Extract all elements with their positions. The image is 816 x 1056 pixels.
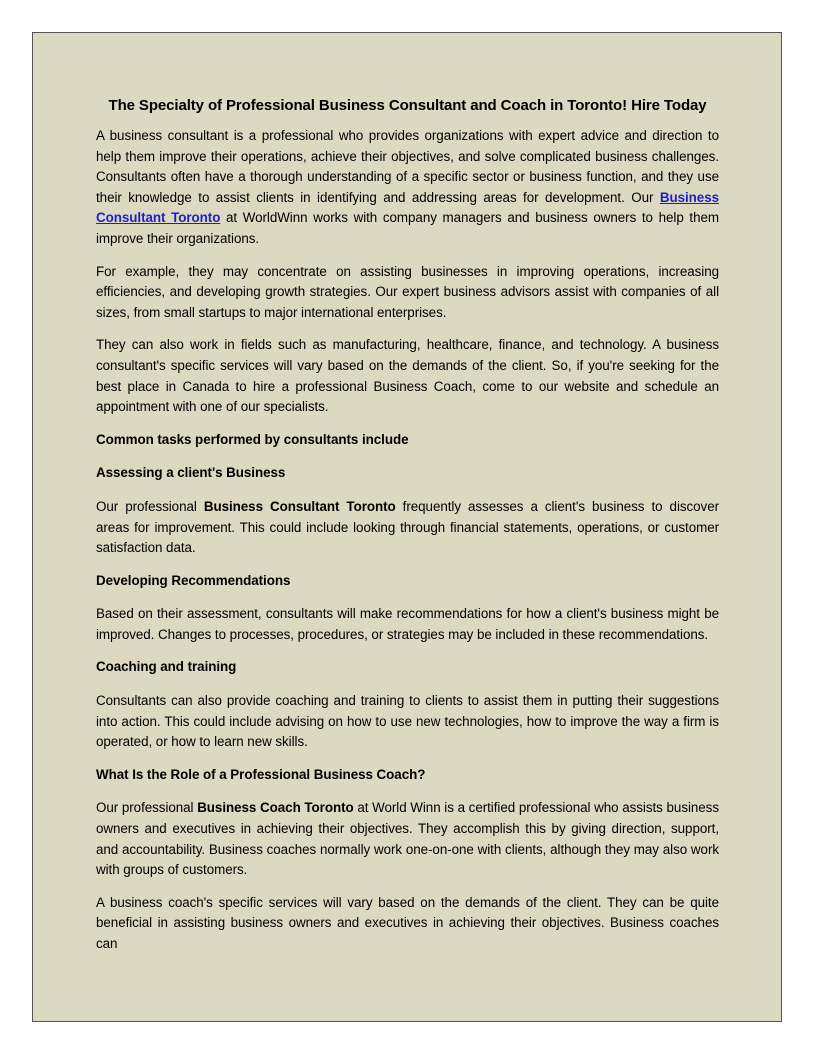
paragraph-text: Our professional [96, 800, 198, 816]
heading-developing: Developing Recommendations [96, 572, 291, 588]
page-title: The Specialty of Professional Business Consultant and Coach in Toronto! Hire Today [108, 97, 707, 114]
paragraph-intro [96, 126, 719, 250]
paragraph-example: For example, they may concentrate on assisting businesses in improving operations, increasing efficiencies, and developing growth strategies. Our expert business advisors assist with companies of all sizes, from small startups to major international enterprises. [96, 263, 719, 320]
paragraph-fields: They can also work in fields such as manufacturing, healthcare, finance, and technology. A business consultant's specific services will vary based on the demands of the client. So, if you're seeking for the best place in Canada to hire a professional Business Coach, come to our website and schedule an appointment with one of our specialists. [96, 337, 719, 415]
document-content [96, 97, 719, 967]
bold-term: Business Consultant Toronto [203, 498, 396, 514]
paragraph-role [96, 798, 719, 880]
bold-term: Business Coach Toronto [197, 800, 354, 816]
document-page [32, 32, 782, 1022]
heading-assessing: Assessing a client's Business [96, 465, 286, 481]
paragraph-assessing [96, 497, 719, 559]
paragraph-text: frequently assesses a client's business to discover areas for improvement. This could include looking through financial statements, operations, or customer satisfaction data. [96, 498, 720, 556]
paragraph-text: Our professional [96, 498, 204, 514]
business-consultant-toronto-link[interactable]: Business Consultant Toronto [96, 189, 719, 226]
paragraph-text: at World Winn is a certified professional who assists business owners and executives in achieving their objectives. They accomplish this by giving direction, support, and accountability. Business coaches normally work one-on-one with clients, although they may also work with groups of customers. [96, 800, 719, 878]
heading-coaching: Coaching and training [96, 659, 237, 675]
heading-common-tasks: Common tasks performed by consultants include [96, 431, 409, 447]
paragraph-text: at WorldWinn works with company managers and business owners to help them improve their organizations. [96, 210, 719, 246]
paragraph-coach-services: A business coach's specific services will vary based on the demands of the client. They can be quite beneficial in assisting business owners and executives in achieving their objectives. Business coaches can [96, 894, 719, 951]
paragraph-developing: Based on their assessment, consultants will make recommendations for how a client's business might be improved. Changes to processes, procedures, or strategies may be included in these recommendations. [96, 606, 719, 642]
paragraph-coaching: Consultants can also provide coaching and training to clients to assist them in putting their suggestions into action. This could include advising on how to use new technologies, how to improve the way a firm is operated, or how to learn new skills. [96, 693, 719, 750]
paragraph-text: A business consultant is a professional who provides organizations with expert advice and direction to help them improve their operations, achieve their objectives, and solve complicated business challenges. Consultants often have a thorough understanding of a specific sector or business function, and they use their knowledge to assist clients in identifying and addressing areas for development. Our [96, 128, 719, 205]
heading-role: What Is the Role of a Professional Business Coach? [96, 766, 426, 782]
